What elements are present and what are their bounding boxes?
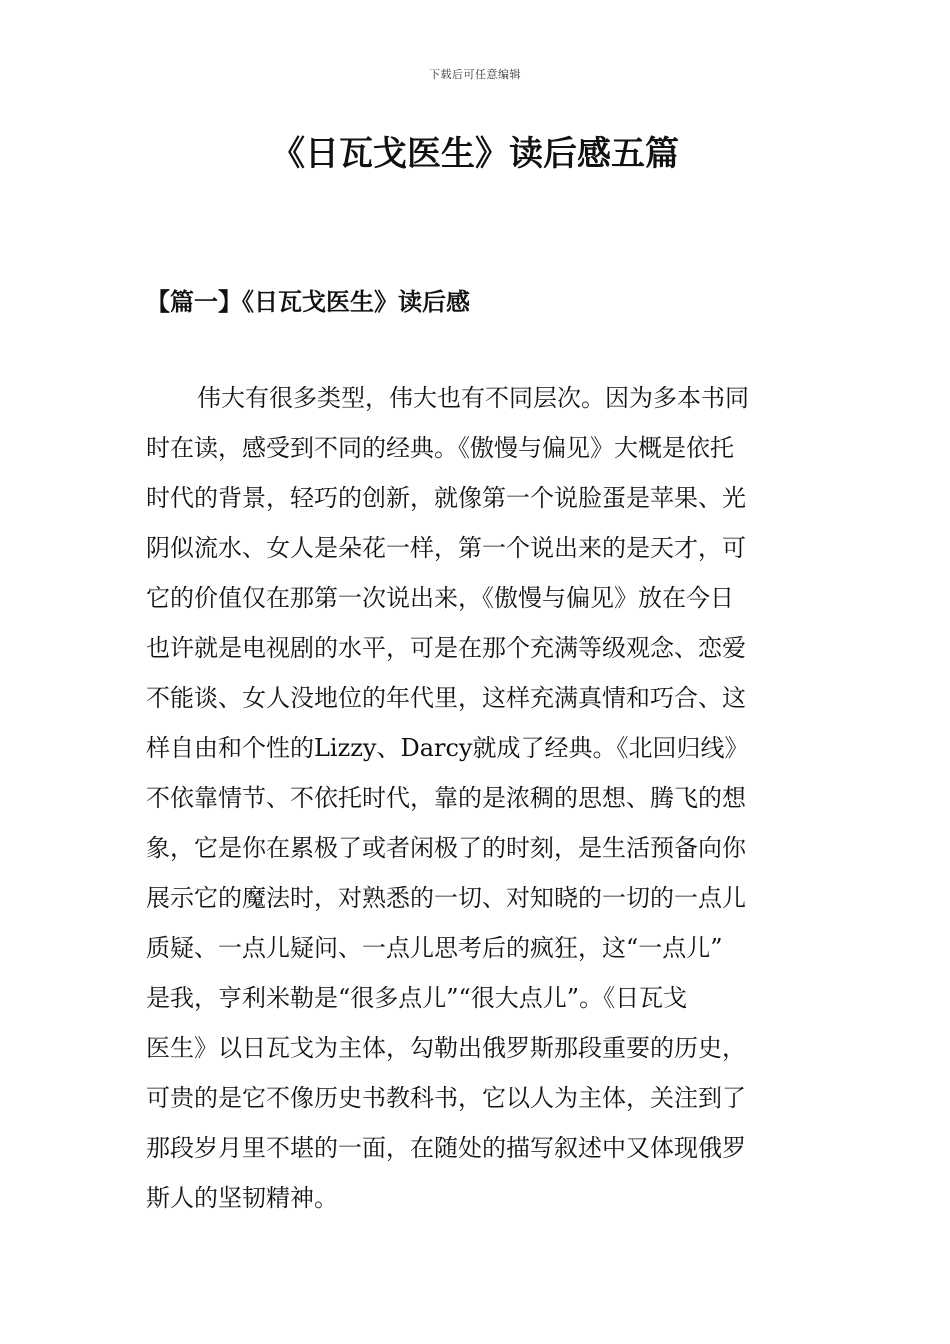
paragraph-line: 医生》以日瓦戈为主体，勾勒出俄罗斯那段重要的历史， xyxy=(146,1034,746,1062)
header-note: 下载后可任意编辑 xyxy=(429,68,521,81)
paragraph-line: 象，它是你在累极了或者闲极了的时刻，是生活预备向你 xyxy=(146,834,746,862)
paragraph-line: 斯人的坚韧精神。 xyxy=(146,1184,338,1212)
paragraph-line: 伟大有很多类型，伟大也有不同层次。因为多本书同 xyxy=(197,384,749,412)
paragraph-line: 质疑、一点儿疑问、一点儿思考后的疯狂，这“一点儿” xyxy=(146,934,723,962)
paragraph-line: 可贵的是它不像历史书教科书，它以人为主体，关注到了 xyxy=(146,1084,746,1112)
paragraph-line: 也许就是电视剧的水平，可是在那个充满等级观念、恋爱 xyxy=(146,634,746,662)
paragraph-line: 不依靠情节、不依托时代，靠的是浓稠的思想、腾飞的想 xyxy=(146,784,746,812)
body-paragraph xyxy=(146,373,806,1223)
paragraph-line: 时代的背景，轻巧的创新，就像第一个说脸蛋是苹果、光 xyxy=(146,484,746,512)
paragraph-line: 那段岁月里不堪的一面，在随处的描写叙述中又体现俄罗 xyxy=(146,1134,746,1162)
document-title: 《日瓦戈医生》读后感五篇 xyxy=(271,134,679,174)
paragraph-line: 展示它的魔法时，对熟悉的一切、对知晓的一切的一点儿 xyxy=(146,884,746,912)
paragraph-line: 是我，亨利米勒是“很多点儿”“很大点儿”。《日瓦戈 xyxy=(146,984,688,1012)
paragraph-line: 它的价值仅在那第一次说出来，《傲慢与偏见》放在今日 xyxy=(146,584,734,612)
paragraph-line: 时在读，感受到不同的经典。《傲慢与偏见》大概是依托 xyxy=(146,434,734,462)
paragraph-line: 阴似流水、女人是朵花一样，第一个说出来的是天才，可 xyxy=(146,534,746,562)
paragraph-line: 不能谈、女人没地位的年代里，这样充满真情和巧合、这 xyxy=(146,684,746,712)
paragraph-line: 样自由和个性的Lizzy、Darcy就成了经典。《北回归线》 xyxy=(146,734,749,762)
section-heading: 【篇一】《日瓦戈医生》读后感 xyxy=(146,287,470,316)
